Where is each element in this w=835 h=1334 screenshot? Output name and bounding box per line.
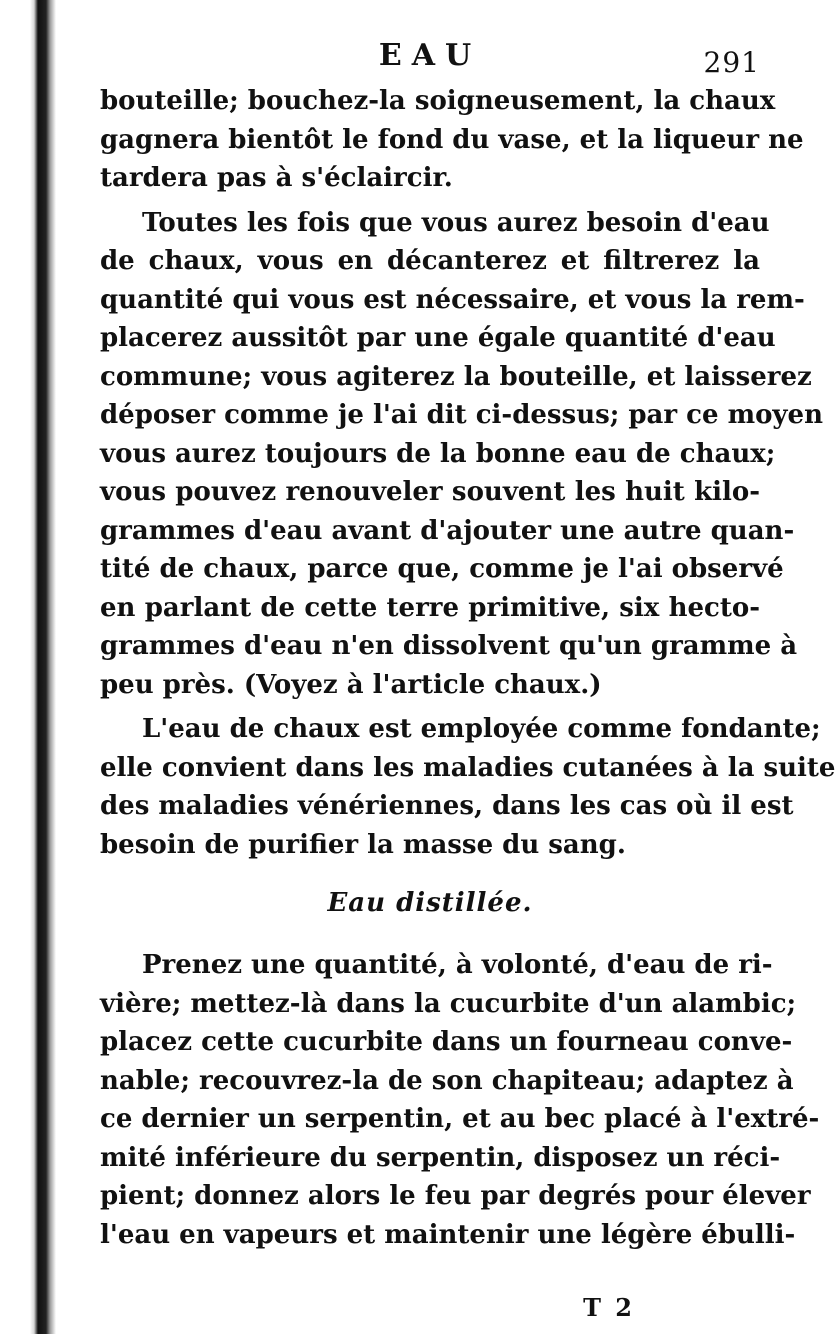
text-line: vous pouvez renouveler souvent les huit kilo- <box>100 477 760 507</box>
text-line: Prenez une quantité, à volonté, d'eau de ri- <box>142 950 773 980</box>
signature-mark: T 2 <box>583 1293 635 1322</box>
text-line: L'eau de chaux est employée comme fondante; <box>142 714 821 744</box>
text-line: peu près. (Voyez à l'article chaux.) <box>100 669 602 700</box>
text-line: grammes d'eau n'en dissolvent qu'un gramme à <box>100 631 798 661</box>
text-line: quantité qui vous est nécessaire, et vous la rem- <box>100 284 805 315</box>
book-spine-shadow <box>0 0 56 1334</box>
text-line: vous aurez toujours de la bonne eau de chaux; <box>100 438 776 469</box>
text-line: tardera pas à s'éclaircir. <box>100 163 453 193</box>
text-line: bouteille; bouchez-la soigneusement, la chaux <box>100 86 776 116</box>
text-line: mité inférieure du serpentin, disposez un réci- <box>100 1142 781 1173</box>
text-line: placerez aussitôt par une égale quantité d'eau <box>100 323 776 353</box>
running-title: EAU <box>378 38 482 73</box>
text-line: des maladies vénériennes, dans les cas où il est <box>100 791 794 821</box>
text-line: besoin de purifier la masse du sang. <box>100 829 626 860</box>
text-line: déposer comme je l'ai dit ci-dessus; par ce moyen <box>100 400 823 430</box>
paragraph-1 <box>100 82 804 198</box>
text-line: placez cette cucurbite dans un fourneau conve- <box>100 1027 793 1057</box>
text-line: vière; mettez-là dans la cucurbite d'un alambic; <box>100 988 797 1019</box>
text-line: commune; vous agiterez la bouteille, et laisserez <box>100 361 812 392</box>
book-page <box>100 32 835 1322</box>
text-line: ce dernier un serpentin, et au bec placé à l'extré- <box>100 1104 820 1134</box>
text-line: elle convient dans les maladies cutanées à la suite <box>100 752 835 783</box>
text-line: grammes d'eau avant d'ajouter une autre quan- <box>100 515 795 546</box>
text-line: l'eau en vapeurs et maintenir une légère ébulli- <box>100 1219 796 1250</box>
text-line: de chaux, vous en décanterez et filtrerez la <box>100 246 760 276</box>
section-heading: Eau distillée. <box>327 888 533 918</box>
text-line: nable; recouvrez-la de son chapiteau; adaptez à <box>100 1065 794 1096</box>
page-number: 291 <box>703 46 760 79</box>
page-header <box>100 32 760 82</box>
text-line: Toutes les fois que vous aurez besoin d'eau <box>142 207 770 238</box>
text-line: en parlant de cette terre primitive, six hecto- <box>100 592 760 623</box>
text-line: gagnera bientôt le fond du vase, et la liqueur ne <box>100 124 804 155</box>
paragraph-4 <box>100 946 820 1254</box>
paragraph-2 <box>100 204 823 705</box>
paragraph-3 <box>100 710 835 864</box>
text-line: pient; donnez alors le feu par degrés pour élever <box>100 1181 811 1211</box>
text-line: tité de chaux, parce que, comme je l'ai observé <box>100 554 784 584</box>
